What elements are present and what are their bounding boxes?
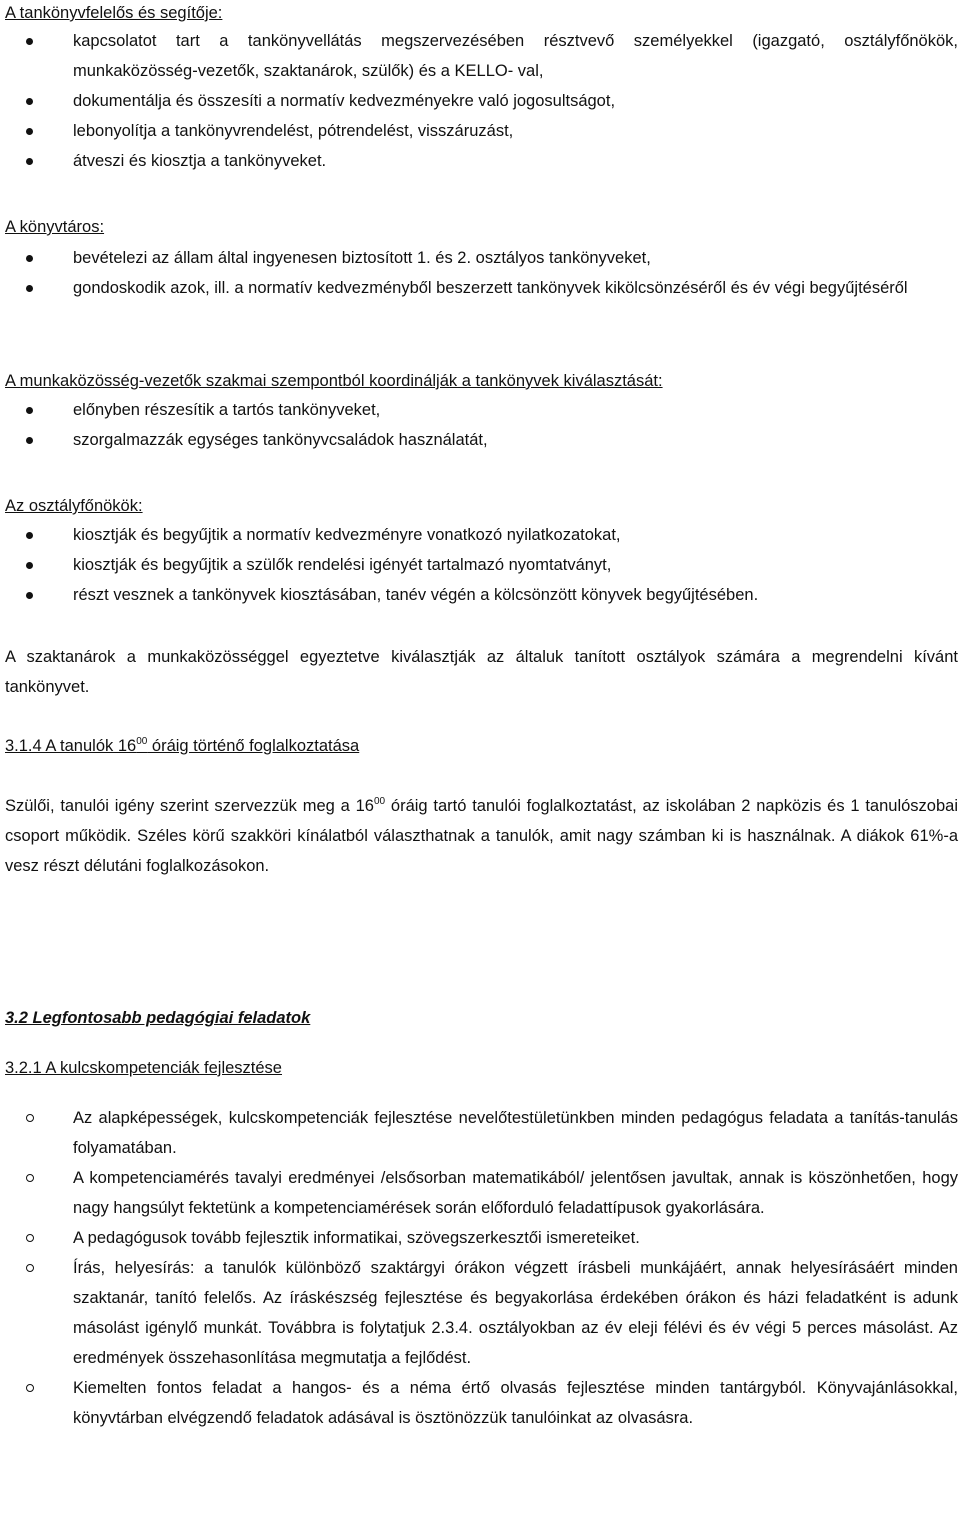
foglalkoztatas-paragraph: Szülői, tanulói igény szerint szervezzük meg a $16^{00}$ óráig tartó tanulói foglalkoztatást, az iskolában 2 napközis és 1 tanulószobai csoport működik. Széles körű szakköri kínálatból választhatnak a tanulók, amit nagy számban ki is használnak. A diákok 61%-a vesz részt délutáni foglalkozásokon. (5, 795, 958, 875)
kulcskompetenciak-list (5, 1103, 958, 1433)
section-heading-munkakozosseg: A munkaközösség-vezetők szakmai szempontból koordinálják a tankönyvek kiválasztását: (5, 372, 663, 390)
section-heading-3-1-4: 3.1.4 A tanulók $16^{00}$ óráig történő foglalkoztatása (5, 735, 360, 755)
list-item: A pedagógusok tovább fejlesztik informatikai, szövegszerkesztői ismereteiket. (73, 1229, 640, 1247)
list-item: kiosztják és begyűjtik a normatív kedvezményre vonatkozó nyilatkozatokat, (73, 526, 621, 544)
list-item: Az alapképességek, kulcskompetenciák fejlesztése nevelőtestületünkben minden pedagógus feladata a tanítás-tanulás folyamatában. (73, 1109, 958, 1157)
list-item: gondoskodik azok, ill. a normatív kedvezményből beszerzett tankönyvek kikölcsönzéséről és év végi begyűjtéséről (73, 279, 908, 297)
list-item: kiosztják és begyűjtik a szülők rendelési igényét tartalmazó nyomtatványt, (73, 556, 612, 574)
szaktanarok-paragraph: A szaktanárok a munkaközösséggel egyeztetve kiválasztják az általuk tanított osztályok számára a megrendelni kívánt tankönyvet. (5, 648, 958, 696)
section-heading-konyvtaros: A könyvtáros: (5, 218, 105, 236)
list-item: előnyben részesítik a tartós tankönyveket, (73, 401, 381, 419)
osztalyfonokok-list (5, 520, 958, 610)
konyvtaros-list (5, 243, 958, 303)
section-heading-3-2: 3.2 Legfontosabb pedagógiai feladatok (5, 1009, 311, 1027)
list-item: kapcsolatot tart a tankönyvellátás megszervezésében résztvevő személyekkel (igazgató, osztályfőnökök, munkaközösség-vezetők, szaktanárok, szülők) és a KELLO- val, (73, 32, 958, 80)
list-item: A kompetenciamérés tavalyi eredményei /elsősorban matematikából/ jelentősen javultak, annak is köszönhetően, hogy nagy hangsúlyt fektetünk a kompetenciamérések során előforduló feladattípusok gyakorlására. (73, 1169, 958, 1217)
list-item: dokumentálja és összesíti a normatív kedvezményekre való jogosultságot, (73, 92, 616, 110)
list-item: bevételezi az állam által ingyenesen biztosított 1. és 2. osztályos tankönyveket, (73, 249, 651, 267)
section-heading-osztalyfonokok: Az osztályfőnökök: (5, 497, 143, 515)
list-item: Kiemelten fontos feladat a hangos- és a néma értő olvasás fejlesztése minden tantárgyból. Könyvajánlásokkal, könyvtárban elvégzendő feladatok adásával is ösztönözzük tanulóinkat az olvasásra. (73, 1379, 958, 1427)
list-item: átveszi és kiosztja a tankönyveket. (73, 152, 327, 170)
list-item: lebonyolítja a tankönyvrendelést, pótrendelést, visszáruzást, (73, 122, 514, 140)
list-item: szorgalmazzák egységes tankönyvcsaládok használatát, (73, 431, 488, 449)
tankonyvfelelos-list (5, 26, 958, 176)
list-item: Írás, helyesírás: a tanulók különböző szaktárgyi órákon végzett írásbeli munkájáért, annak helyesírásáért minden szaktanár, tanító felelős. Az íráskészség fejlesztése és begyakorlása érdekében órákon és házi feladatként is adunk másolást igénylő munkát. Továbbra is folytatjuk 2.3.4. osztályokban az év eleji félévi és év végi 5 perces másolást. Az eredmények összehasonlítása megmutatja a fejlődést. (73, 1259, 958, 1367)
section-heading-3-2-1: 3.2.1 A kulcskompetenciák fejlesztése (5, 1059, 282, 1077)
section-heading-tankonyvfelelos: A tankönyvfelelős és segítője: (5, 4, 223, 22)
munkakozosseg-list (5, 395, 958, 455)
list-item: részt vesznek a tankönyvek kiosztásában, tanév végén a kölcsönzött könyvek begyűjtésében. (73, 586, 759, 604)
